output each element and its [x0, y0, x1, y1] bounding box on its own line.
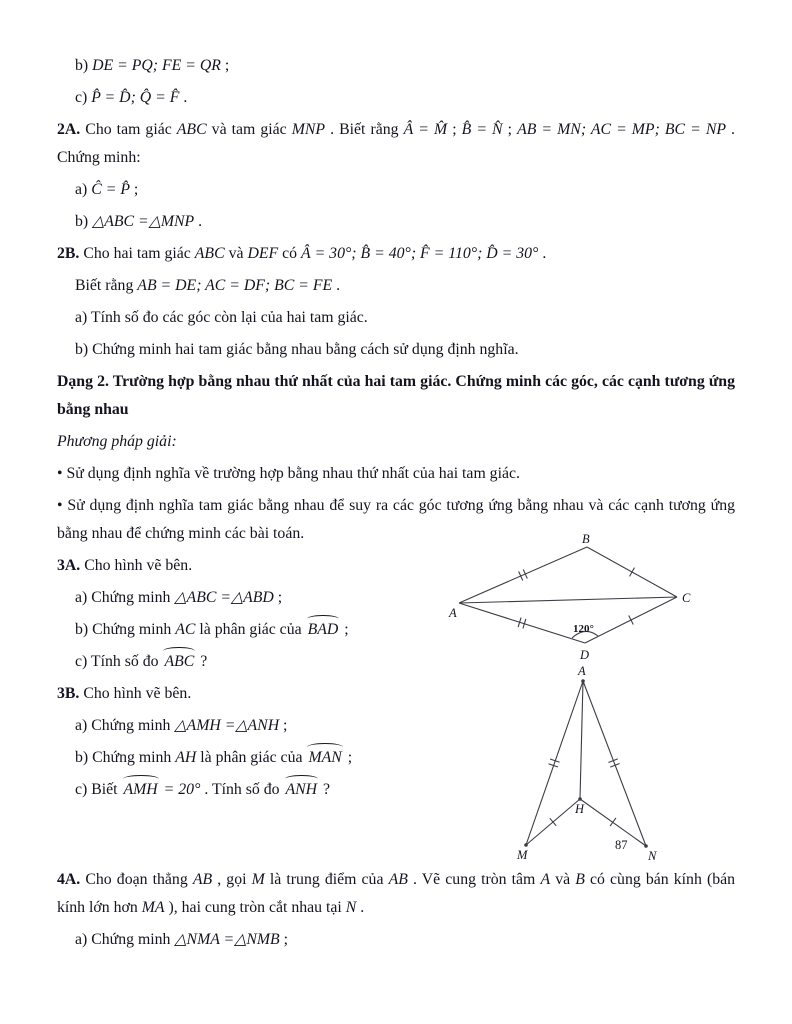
- edge-AN: [583, 681, 646, 846]
- exercise-3b-b: b) Chứng minh AH là phân giác của MAN ;: [57, 744, 735, 772]
- exercise-3a-c: c) Tính số đo ABC ?: [57, 648, 735, 676]
- exercise-2a-a: a) Ĉ = P̂ ;: [75, 181, 139, 198]
- edge-AB: [459, 547, 587, 603]
- vertex-label-M: M: [517, 848, 528, 862]
- point-M: [524, 843, 528, 847]
- point-N: [644, 844, 648, 848]
- vertex-label-A: A: [449, 606, 457, 620]
- figure-3b-triangle: [503, 663, 673, 863]
- exercise-2b-given: Biết rằng AB = DE; AC = DF; BC = FE .: [75, 277, 341, 294]
- vertex-label-C: C: [682, 591, 691, 605]
- diagonal-AC: [459, 597, 677, 603]
- triangle-diagram: [503, 663, 673, 863]
- method-bullet-2: • Sử dụng định nghĩa tam giác bằng nhau để suy ra các góc tương ứng bằng nhau và các cạnh tương ứng bằng nhau để chứng minh các bài toán.: [57, 497, 735, 542]
- exercise-4a: 4A. Cho đoạn thẳng AB , gọi M là trung điểm của AB . Vẽ cung tròn tâm A và B có cùng bán kính (bán kính lớn hơn MA ), hai cung tròn cắt nhau tại N .: [57, 871, 736, 916]
- exercise-3a-b: b) Chứng minh AC là phân giác của BAD ;: [57, 616, 735, 644]
- method-heading: Phương pháp giải:: [57, 433, 177, 450]
- angle-label-120: 120°: [573, 623, 594, 635]
- figure-3a-kite: [445, 533, 701, 665]
- vertex-label-A2: A: [578, 664, 586, 678]
- tick-BC: [630, 568, 635, 577]
- exercise-3b-c: c) Biết AMH = 20° . Tính số đo ANH ?: [57, 776, 735, 804]
- exercise-4a-a: a) Chứng minh △NMA =△NMB ;: [75, 931, 289, 948]
- kite-diagram: [445, 533, 701, 665]
- exercise-2b-b: b) Chứng minh hai tam giác bằng nhau bằng cách sử dụng định nghĩa.: [75, 341, 519, 358]
- exercise-3a: 3A. Cho hình vẽ bên.: [57, 557, 193, 574]
- exercise-2a-b: b) △ABC =△MNP .: [75, 213, 203, 230]
- edge-AD: [459, 603, 585, 643]
- section-heading-dang-2: Dạng 2. Trường hợp bằng nhau thứ nhất của hai tam giác. Chứng minh các góc, các cạnh tương ứng bằng nhau: [57, 373, 735, 418]
- tick-HN: [610, 818, 616, 826]
- vertex-label-H: H: [575, 802, 585, 816]
- tick-DC: [629, 616, 634, 625]
- exercise-3a-a: a) Chứng minh △ABC =△ABD ;: [75, 589, 283, 606]
- exercise-3b-a: a) Chứng minh △AMH =△ANH ;: [75, 717, 288, 734]
- number-label-87: 87: [615, 838, 628, 852]
- exercise-2b-a: a) Tính số đo các góc còn lại của hai tam giác.: [75, 309, 368, 326]
- vertex-label-N: N: [648, 849, 657, 863]
- exercise-2a: 2A. Cho tam giác ABC và tam giác MNP . Biết rằng Â = M̂ ; B̂ = N̂ ; AB = MN; AC = MP; BC = NP . Chứng minh:: [57, 121, 736, 166]
- cevian-AH: [580, 681, 583, 799]
- method-bullet-1: • Sử dụng định nghĩa về trường hợp bằng nhau thứ nhất của hai tam giác.: [57, 465, 520, 482]
- point-H: [578, 797, 582, 801]
- vertex-label-B: B: [582, 533, 590, 546]
- point-A: [581, 679, 585, 683]
- item-c-angles: c) P̂ = D̂; Q̂ = F̂ .: [75, 89, 188, 106]
- exercise-3b: 3B. Cho hình vẽ bên.: [57, 685, 192, 702]
- exercise-2b: 2B. Cho hai tam giác ABC và DEF có Â = 30°; B̂ = 40°; F̂ = 110°; D̂ = 30° .: [57, 245, 547, 262]
- vertex-label-D: D: [580, 648, 590, 662]
- item-b-segments: b) DE = PQ; FE = QR ;: [75, 57, 230, 74]
- tick-HM: [550, 818, 556, 826]
